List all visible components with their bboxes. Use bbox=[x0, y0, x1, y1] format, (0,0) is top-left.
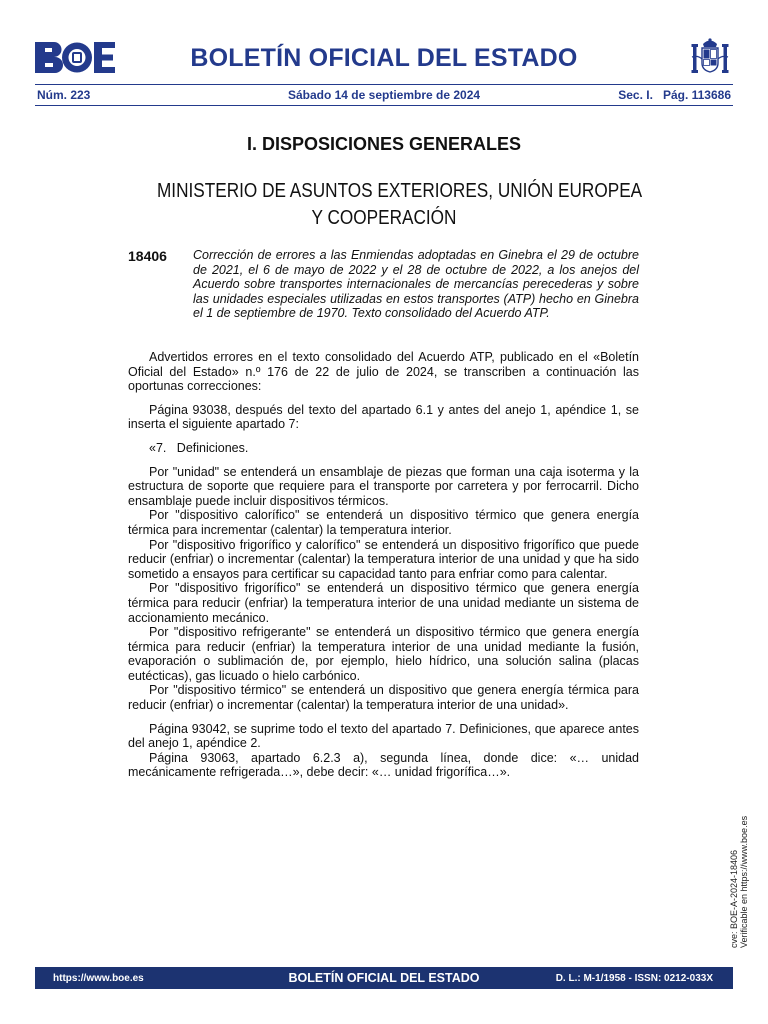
header-rule-bottom bbox=[35, 105, 733, 106]
body-paragraph: Página 93042, se suprime todo el texto del apartado 7. Definiciones, que aparece antes del anejo 1, apéndice 2. bbox=[128, 721, 639, 751]
section-page: Sec. I. Pág. 113686 bbox=[618, 88, 731, 102]
ministry-line-1: MINISTERIO DE ASUNTOS EXTERIORES, UNIÓN EUROPEA bbox=[156, 180, 643, 202]
body-paragraph: Por "dispositivo calorífico" se entenderá un dispositivo térmico que genera energía térmica para incrementar (calentar) la temperatura interior. bbox=[128, 508, 639, 537]
footer-title: BOLETÍN OFICIAL DEL ESTADO bbox=[288, 971, 480, 985]
gazette-title: BOLETÍN OFICIAL DEL ESTADO bbox=[190, 44, 578, 72]
verify-link[interactable]: Verificable en https://www.boe.es bbox=[739, 815, 749, 948]
header-rule-top bbox=[35, 84, 733, 85]
body-paragraph: «7. Definiciones. bbox=[149, 440, 249, 455]
body-paragraph: Por "dispositivo frigorífico" se entenderá un dispositivo térmico que genera energía térmica para reducir (enfriar) la temperatura interior de una unidad mediante un sistema de accionamiento mecánico. bbox=[128, 581, 639, 625]
issue-date: Sábado 14 de septiembre de 2024 bbox=[287, 88, 481, 102]
ministry-line-2: Y COOPERACIÓN bbox=[311, 207, 457, 229]
boe-logo bbox=[35, 42, 115, 78]
body-paragraph: Por "dispositivo frigorífico y calorífico" se entenderá un dispositivo frigorífico que puede reducir (enfriar) o incrementar (calentar) la temperatura interior de una unidad y que ha sido sometido a ensayos para certificar su capacidad tanto para enfriar como para calentar. bbox=[128, 537, 639, 581]
spain-coat-of-arms-icon bbox=[690, 37, 730, 84]
body-paragraph: Por "unidad" se entenderá un ensamblaje de piezas que forman una caja isoterma y la estructura de soporte que requiere para el transporte por carretera y por ferrocarril. Dicho ensamblaje puede incluir dispositivos térmicos. bbox=[128, 464, 639, 508]
cve-side-note bbox=[729, 748, 749, 948]
footer-url-link[interactable]: https://www.boe.es bbox=[53, 973, 144, 984]
ministry-title bbox=[156, 178, 643, 232]
body-paragraph: Por "dispositivo refrigerante" se entenderá un dispositivo térmico que genera energía térmica para reducir (enfriar) la temperatura interior de una unidad mediante la fusión, evaporación o sublimación de, por ejemplo, hielo hídrico, una solución salina (placas eutécticas), gas licuado o hielo carbónico. bbox=[128, 625, 639, 683]
document-body bbox=[128, 350, 639, 780]
body-paragraph: Página 93063, apartado 6.2.3 a), segunda línea, donde dice: «… unidad mecánicamente refrigerada…», debe decir: «… unidad frigorífica…». bbox=[128, 750, 639, 780]
footer-bar bbox=[35, 967, 733, 989]
section-title: I. DISPOSICIONES GENERALES bbox=[246, 134, 522, 154]
body-paragraph: Por "dispositivo térmico" se entenderá un dispositivo que genera energía térmica para reducir (enfriar) o incrementar (calentar) la temperatura interior de una unidad». bbox=[128, 683, 639, 713]
document-number: 18406 bbox=[128, 248, 167, 264]
cve-code: cve: BOE-A-2024-18406 bbox=[729, 849, 739, 948]
body-paragraph: Advertidos errores en el texto consolidado del Acuerdo ATP, publicado en el «Boletín Oficial del Estado» n.º 176 de 22 de julio de 2024, se transcriben a continuación las oportunas correcciones: bbox=[128, 350, 639, 394]
body-paragraph: Página 93038, después del texto del apartado 6.1 y antes del anejo 1, apéndice 1, se inserta el siguiente apartado 7: bbox=[128, 402, 639, 432]
document-summary: Corrección de errores a las Enmiendas adoptadas en Ginebra el 29 de octubre de 2021, el 6 de mayo de 2022 y el 28 de octubre de 2022, a los anejos del Acuerdo sobre transportes internacionales de mercancías perecederas y sobre las unidades especiales utilizadas en estos transportes (ATP) hecho en Ginebra el 1 de septiembre de 1970. Texto consolidado del Acuerdo ATP. bbox=[193, 248, 639, 321]
issue-number: Núm. 223 bbox=[37, 88, 91, 102]
footer-issn: D. L.: M-1/1958 - ISSN: 0212-033X bbox=[555, 973, 713, 984]
